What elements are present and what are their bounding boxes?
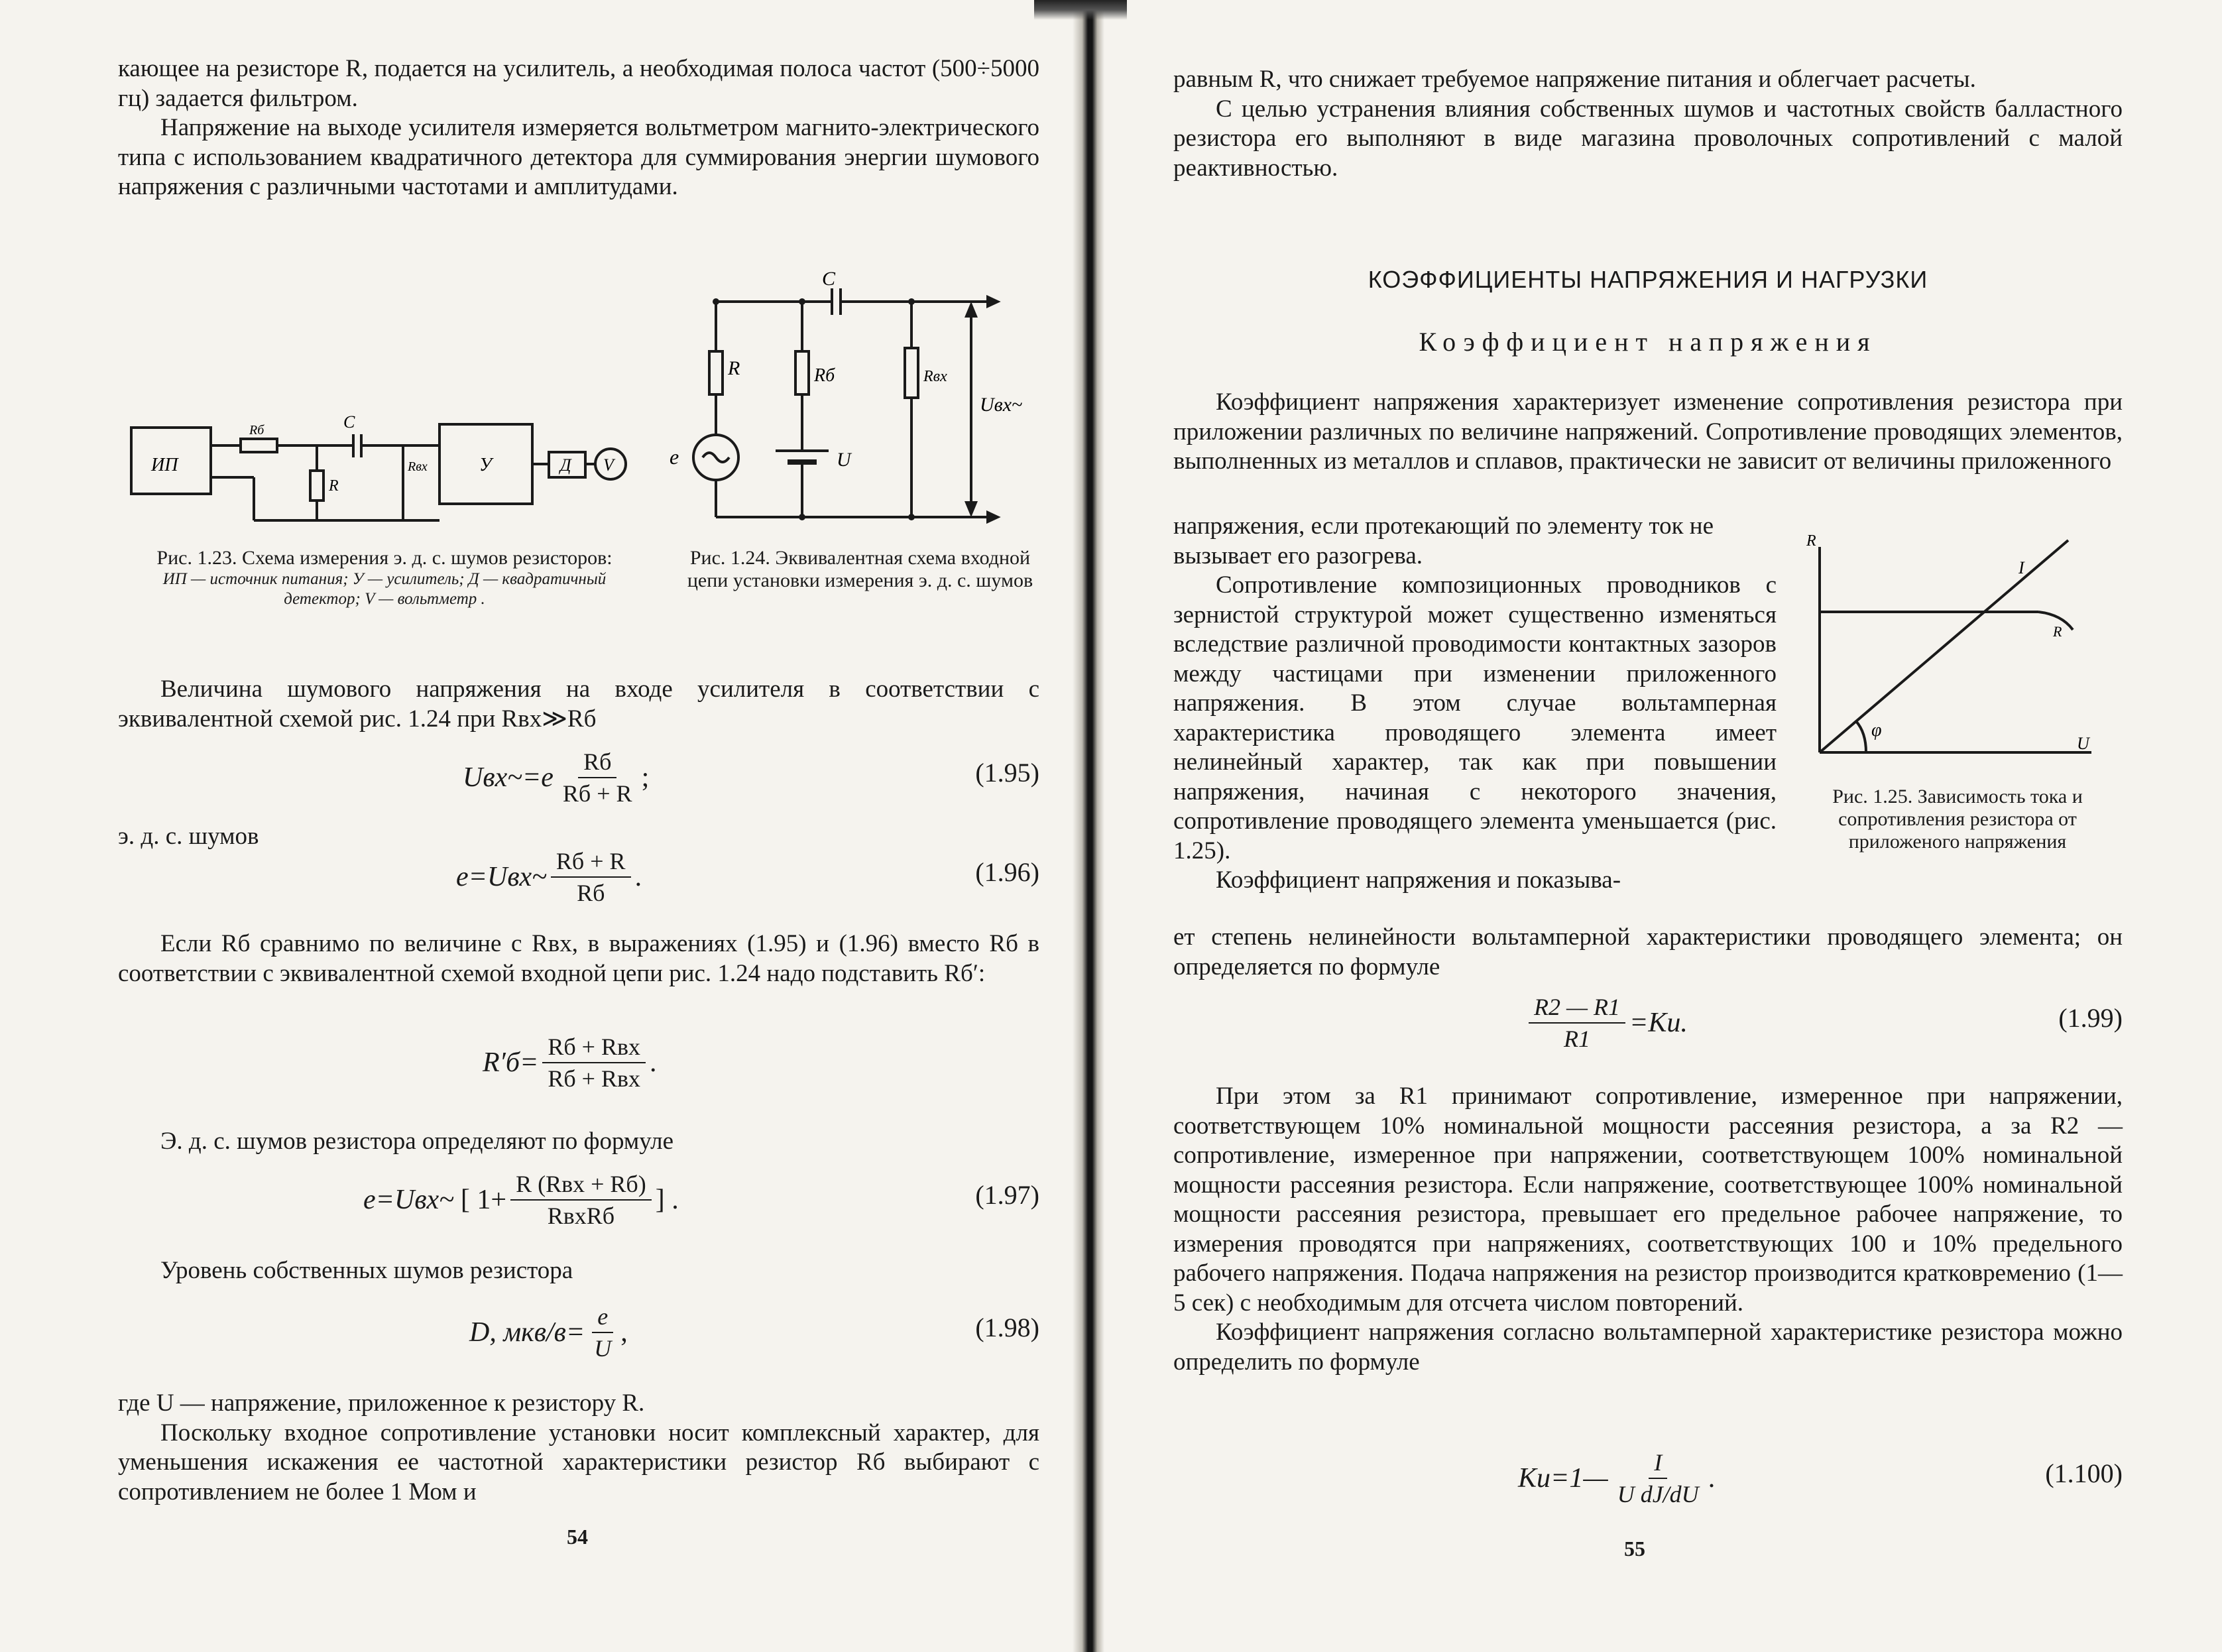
eq100-tail: . [1708,1463,1716,1494]
fig125-caption-block [1795,786,2120,853]
fig124-r-label: R [728,357,740,379]
eq97-number: (1.97) [975,1180,1039,1210]
eq98-lhs: D, мкв/в= [469,1317,585,1348]
fig124-rvx-label: Rвх [923,368,947,385]
eq95-number: (1.95) [975,758,1039,788]
fig125-r-curve-label: R [2053,623,2062,640]
fig124-e-label: e [670,445,679,469]
left-paragraph-1: кающее на резисторе R, подается на усилитель, а необходимая полоса частот (500÷5000 гц) задается фильтром. [118,55,1039,112]
eqrb-denominator: Rб + Rвх [548,1065,640,1092]
eqrb-lhs: R′б= [483,1047,539,1078]
fig125-u-axis-label: U [2077,734,2089,753]
eq95-lhs: Uвх~=e [463,762,554,793]
right-paragraph-1: равным R, что снижает требуемое напряжение питания и облегчает расчеты. [1173,66,1976,93]
eq97-close: ] . [655,1185,679,1215]
eq95-denominator: Rб + R [562,780,632,807]
eq98-tail: , [620,1317,628,1348]
fig124-c-label: C [822,268,836,290]
right-page-number: 55 [1624,1537,1645,1561]
fig125-r-axis-label: R [1806,534,1816,550]
left-paragraph-2: Напряжение на выходе усилителя измеряется вольтметром магнито-электрического типа с использованием квадратичного детектора для суммирования энергии шумового напряжения с различными частотами и амплитудами. [118,114,1039,200]
fig125-i-curve-label: I [2018,558,2024,577]
eq96-lhs: e=Uвх~ [456,862,547,892]
eq100-lhs: Ku=1— [1518,1463,1608,1494]
fig123-d-label: Д [560,455,571,475]
fig124-caption-block [679,547,1041,592]
right-paragraph-2: С целью устранения влияния собственных шумов и частотных свойств балластного резистора его выполняют в виде магазина проволочных сопротивлений с малой реактивностью. [1173,95,2123,182]
equation-1-100 [1173,1442,2123,1521]
fig123-v-label: V [603,455,614,475]
eq99-rhs: =Ku. [1629,1008,1688,1038]
eq99-fraction [1529,993,1625,1053]
left-paragraph-6: Уровень собственных шумов резистора [160,1257,573,1284]
figure-1-24-circuit [663,268,1087,534]
fig123-ip-label: ИП [151,455,178,475]
eq95-tail: ; [641,762,650,793]
fig124-caption: Рис. 1.24. Эквивалентная схема входной цепи установки измерения э. д. с. шумов [687,547,1033,591]
left-paragraph-7: где U — напряжение, приложенное к резистору R. [118,1389,645,1417]
right-page [1087,0,2222,1652]
eq98-numerator: e [592,1303,613,1333]
fig123-caption-block [126,547,643,609]
equation-1-98 [118,1296,1039,1376]
left-label-eds: э. д. с. шумов [118,823,259,850]
left-paragraph-5: Э. д. с. шумов резистора определяют по формуле [160,1128,674,1155]
left-text-p6 [118,1256,1039,1286]
eq96-number: (1.96) [975,857,1039,887]
right-text-column-narrow [1173,512,1777,896]
left-text-top [118,54,1039,202]
eq96-tail: . [634,862,642,892]
eq97-fraction [510,1170,652,1230]
right-paragraph-7: При этом за R1 принимают сопротивление, измеренное при напряжении, соответствующем 10% номинальной мощности рассеяния резистора, а за R2 — сопротивление, измеренное при напряжении, соответствующем 100% номинальной мощности рассеяния резистора. Если напряжение, соответствующее 100% номинальной мощности рассеяния резистора, превышает его предельное рабочее напряжение, то измерения проводятся при напряжениях, соответствующих 100 и 10% предельного рабочего напряжения. Подача напряжения на резистор производится кратковременио (1—5 сек) с необходимым для отсчета числом повторений. [1173,1083,2123,1317]
fig123-rvx-label: Rвх [408,459,428,474]
eq96-denominator: Rб [577,880,605,906]
fig123-c-label: C [343,412,355,432]
eq96-numerator: Rб + R [551,847,631,878]
eqrb-fraction [542,1033,646,1092]
right-subheading-block [1173,327,2123,357]
eqrb-numerator: Rб + Rвх [542,1033,646,1063]
fig123-y-label: У [479,455,492,475]
right-paragraph-3: Коэффициент напряжения характеризует изменение сопротивления резистора при приложении различных по величине напряжений. Сопротивление проводящих элементов, выполненных из металлов и сплавов, практически не зависит от величины приложенного [1173,388,2123,475]
eq100-number: (1.100) [2045,1458,2123,1488]
eqrb-tail: . [649,1047,657,1078]
equation-1-97 [118,1163,1039,1243]
eq99-number: (1.99) [2058,1003,2123,1033]
right-text-p3 [1173,388,2123,477]
eq96-fraction [551,847,631,907]
left-page [0,0,1087,1652]
left-text-p4 [118,929,1039,988]
eq98-number: (1.98) [975,1313,1039,1342]
fig125-caption: Рис. 1.25. Зависимость тока и сопротивления резистора от приложеного напряжения [1832,786,2083,853]
right-text-p7 [1173,1082,2123,1377]
eq99-numerator: R2 — R1 [1529,993,1625,1024]
eq95-numerator: Rб [578,748,616,778]
eq99-denominator: R1 [1564,1026,1590,1052]
left-paragraph-4: Если Rб сравнимо по величине с Rвх, в выражениях (1.95) и (1.96) вместо Rб в соответствии с эквивалентной схемой входной цепи рис. 1.24 надо подставить Rб′: [118,930,1039,987]
right-paragraph-6a: Коэффициент напряжения и показыва- [1216,866,1621,894]
left-paragraph-3: Величина шумового напряжения на входе усилителя в соответствии с эквивалентной схемой рис. 1.24 при Rвх≫Rб [118,676,1039,733]
eq100-fraction [1612,1448,1704,1508]
fig123-legend: ИП — источник питания; У — усилитель; Д — квадратичный детектор; V — вольтметр . [162,570,607,608]
fig124-u-label: U [837,449,851,471]
eq97-open: [ 1+ [460,1185,507,1215]
fig124-uvx-label: Uвх~ [980,394,1023,416]
equation-rb-prime [118,1026,1039,1106]
right-text-top [1173,65,2123,183]
section-heading: КОЭФФИЦИЕНТЫ НАПРЯЖЕНИЯ И НАГРУЗКИ [1368,266,1928,293]
figure-1-23-circuit [118,398,648,537]
right-heading-block [1173,265,2123,295]
right-paragraph-4: напряжения, если протекающий по элементу ток не вызывает его разогрева. [1173,512,1714,569]
fig123-r-label: R [329,477,339,495]
eq95-fraction [557,748,638,807]
right-paragraph-6b: ет степень нелинейности вольтамперной характеристики проводящего элемента; он определяется по формуле [1173,923,2123,980]
equation-1-96 [118,841,1039,920]
equation-1-99 [1173,986,2123,1066]
fig123-caption: Рис. 1.23. Схема измерения э. д. с. шумов резисторов: [156,547,613,569]
figure-1-25-graph [1800,534,2105,759]
eq98-fraction [589,1303,616,1362]
fig123-rb-label: Rб [249,423,264,438]
left-paragraph-8: Поскольку входное сопротивление установки носит комплексный характер, для уменьшения искажения ее частотной характеристики резистор Rб выбирают с сопротивлением не более 1 Мом и [118,1419,1039,1505]
section-subheading: Коэффициент напряжения [1419,327,1877,357]
right-paragraph-8: Коэффициент напряжения согласно вольтамперной характеристике резистора можно определить по формуле [1173,1319,2123,1376]
eq97-numerator: R (Rвх + Rб) [510,1170,652,1201]
eq97-denominator: RвхRб [547,1203,615,1229]
equation-1-95 [118,741,1039,821]
right-text-p6b [1173,923,2123,982]
right-paragraph-5: Сопротивление композиционных проводников с зернистой структурой может существенно изменяться вследствие различной проводимости контактных зазоров между частицами при изменении приложенного напряжения. В этом случае вольтамперная характеристика проводящего элемента имеет нелинейный характер, так как при повышении напряжения, начиная с некоторого значения, сопротивление проводящего элемента уменьшается (рис. 1.25). [1173,571,1777,864]
left-text-p5 [118,1127,1039,1157]
left-text-bottom [118,1389,1039,1507]
eq97-lhs: e=Uвх~ [363,1185,454,1215]
eq98-denominator: U [594,1335,612,1362]
fig125-phi-label: φ [1871,720,1882,740]
left-page-number: 54 [567,1525,588,1549]
left-text-mid [118,675,1039,734]
eq100-numerator: I [1649,1448,1667,1479]
fig124-rb-label: Rб [814,365,835,386]
eq100-denominator: U dJ/dU [1617,1481,1699,1507]
